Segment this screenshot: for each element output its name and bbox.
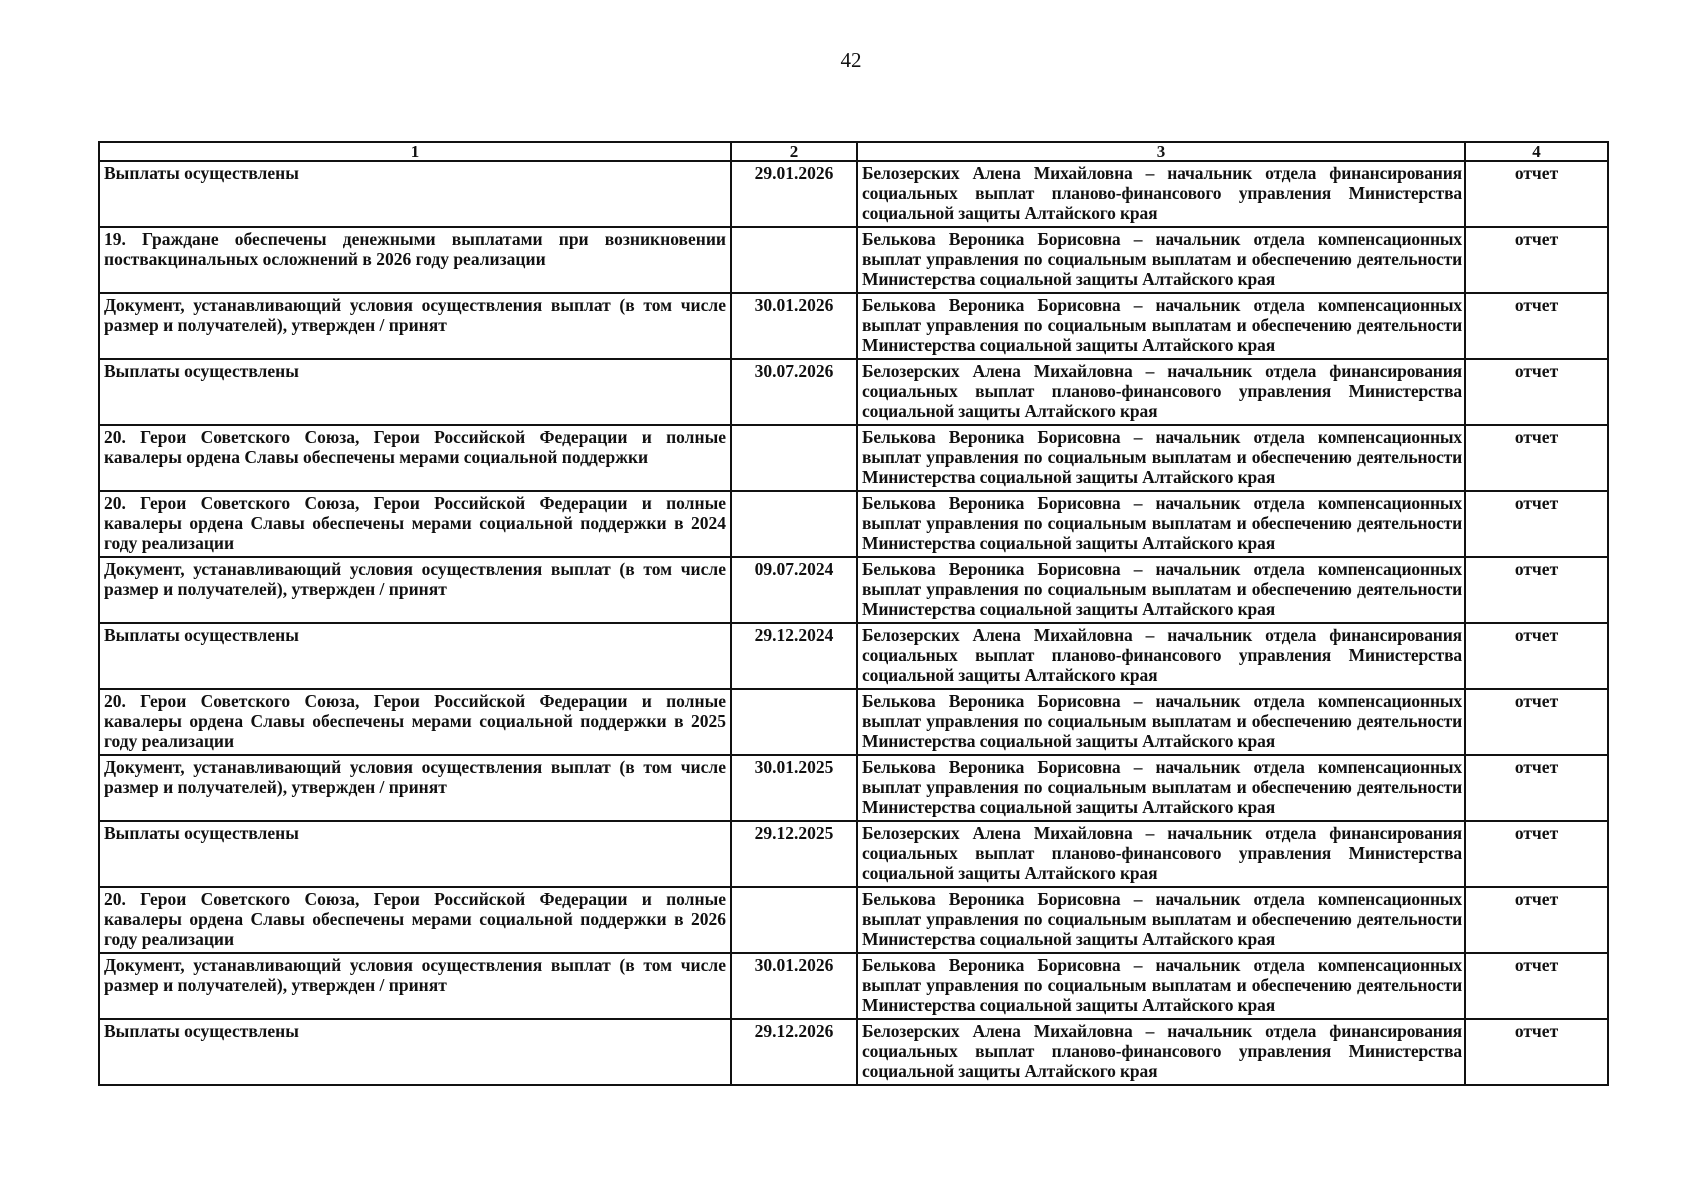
responsible-cell: Белькова Вероника Борисовна – начальник отдела компенсационных выплат управления по социальным выплатам и обеспечению деятельности Министерства социальной защиты Алтайского края: [857, 689, 1465, 755]
event-cell: Выплаты осуществлены: [99, 821, 731, 887]
date-cell: 29.01.2026: [731, 161, 857, 227]
table-row: [99, 491, 1608, 557]
date-cell: 09.07.2024: [731, 557, 857, 623]
date-cell: 30.01.2026: [731, 953, 857, 1019]
event-cell: Выплаты осуществлены: [99, 161, 731, 227]
event-cell: 20. Герои Советского Союза, Герои Российской Федерации и полные кавалеры ордена Славы обеспечены мерами социальной поддержки в 2024 году реализации: [99, 491, 731, 557]
date-cell: 29.12.2026: [731, 1019, 857, 1085]
table-row: [99, 293, 1608, 359]
table-row: [99, 887, 1608, 953]
document-type-cell: отчет: [1465, 887, 1608, 953]
event-cell: Документ, устанавливающий условия осуществления выплат (в том числе размер и получателей), утвержден / принят: [99, 953, 731, 1019]
table-body: [99, 161, 1608, 1085]
column-header-responsible: 3: [857, 142, 1465, 161]
page-number: 42: [840, 48, 862, 72]
responsible-cell: Белозерских Алена Михайловна – начальник отдела финансирования социальных выплат планово-финансового управления Министерства социальной защиты Алтайского края: [857, 821, 1465, 887]
responsible-cell: Белькова Вероника Борисовна – начальник отдела компенсационных выплат управления по социальным выплатам и обеспечению деятельности Министерства социальной защиты Алтайского края: [857, 887, 1465, 953]
responsible-cell: Белькова Вероника Борисовна – начальник отдела компенсационных выплат управления по социальным выплатам и обеспечению деятельности Министерства социальной защиты Алтайского края: [857, 557, 1465, 623]
responsible-cell: Белькова Вероника Борисовна – начальник отдела компенсационных выплат управления по социальным выплатам и обеспечению деятельности Министерства социальной защиты Алтайского края: [857, 425, 1465, 491]
event-cell: Выплаты осуществлены: [99, 1019, 731, 1085]
document-type-cell: отчет: [1465, 359, 1608, 425]
responsible-cell: Белозерских Алена Михайловна – начальник отдела финансирования социальных выплат планово-финансового управления Министерства социальной защиты Алтайского края: [857, 359, 1465, 425]
date-cell: 30.07.2026: [731, 359, 857, 425]
table-row: [99, 689, 1608, 755]
document-type-cell: отчет: [1465, 425, 1608, 491]
document-type-cell: отчет: [1465, 623, 1608, 689]
event-cell: 19. Граждане обеспечены денежными выплатами при возникновении поствакцинальных осложнений в 2026 году реализации: [99, 227, 731, 293]
event-cell: Документ, устанавливающий условия осуществления выплат (в том числе размер и получателей), утвержден / принят: [99, 557, 731, 623]
document-type-cell: отчет: [1465, 557, 1608, 623]
table-row: [99, 161, 1608, 227]
responsible-cell: Белькова Вероника Борисовна – начальник отдела компенсационных выплат управления по социальным выплатам и обеспечению деятельности Министерства социальной защиты Алтайского края: [857, 491, 1465, 557]
event-cell: Документ, устанавливающий условия осуществления выплат (в том числе размер и получателей), утвержден / принят: [99, 293, 731, 359]
event-cell: 20. Герои Советского Союза, Герои Российской Федерации и полные кавалеры ордена Славы обеспечены мерами социальной поддержки в 2025 году реализации: [99, 689, 731, 755]
date-cell: [731, 425, 857, 491]
responsible-cell: Белькова Вероника Борисовна – начальник отдела компенсационных выплат управления по социальным выплатам и обеспечению деятельности Министерства социальной защиты Алтайского края: [857, 227, 1465, 293]
date-cell: [731, 491, 857, 557]
document-type-cell: отчет: [1465, 491, 1608, 557]
table-row: [99, 821, 1608, 887]
document-type-cell: отчет: [1465, 227, 1608, 293]
table-row: [99, 425, 1608, 491]
column-header-event: 1: [99, 142, 731, 161]
event-cell: Документ, устанавливающий условия осуществления выплат (в том числе размер и получателей), утвержден / принят: [99, 755, 731, 821]
responsible-cell: Белозерских Алена Михайловна – начальник отдела финансирования социальных выплат планово-финансового управления Министерства социальной защиты Алтайского края: [857, 1019, 1465, 1085]
document-type-cell: отчет: [1465, 161, 1608, 227]
document-type-cell: отчет: [1465, 953, 1608, 1019]
column-header-date: 2: [731, 142, 857, 161]
date-cell: 30.01.2026: [731, 293, 857, 359]
event-cell: Выплаты осуществлены: [99, 623, 731, 689]
table-row: [99, 359, 1608, 425]
document-type-cell: отчет: [1465, 689, 1608, 755]
responsible-cell: Белькова Вероника Борисовна – начальник отдела компенсационных выплат управления по социальным выплатам и обеспечению деятельности Министерства социальной защиты Алтайского края: [857, 953, 1465, 1019]
responsible-cell: Белозерских Алена Михайловна – начальник отдела финансирования социальных выплат планово-финансового управления Министерства социальной защиты Алтайского края: [857, 161, 1465, 227]
date-cell: 30.01.2025: [731, 755, 857, 821]
responsible-cell: Белозерских Алена Михайловна – начальник отдела финансирования социальных выплат планово-финансового управления Министерства социальной защиты Алтайского края: [857, 623, 1465, 689]
event-cell: Выплаты осуществлены: [99, 359, 731, 425]
table-row: [99, 623, 1608, 689]
plan-table: [98, 141, 1609, 1086]
date-cell: [731, 227, 857, 293]
table-row: [99, 557, 1608, 623]
document-type-cell: отчет: [1465, 821, 1608, 887]
document-type-cell: отчет: [1465, 755, 1608, 821]
date-cell: [731, 689, 857, 755]
table-row: [99, 755, 1608, 821]
table-row: [99, 227, 1608, 293]
table-row: [99, 1019, 1608, 1085]
document-type-cell: отчет: [1465, 293, 1608, 359]
event-cell: 20. Герои Советского Союза, Герои Российской Федерации и полные кавалеры ордена Славы обеспечены мерами социальной поддержки: [99, 425, 731, 491]
date-cell: 29.12.2025: [731, 821, 857, 887]
date-cell: [731, 887, 857, 953]
date-cell: 29.12.2024: [731, 623, 857, 689]
event-cell: 20. Герои Советского Союза, Герои Российской Федерации и полные кавалеры ордена Славы обеспечены мерами социальной поддержки в 2026 году реализации: [99, 887, 731, 953]
responsible-cell: Белькова Вероника Борисовна – начальник отдела компенсационных выплат управления по социальным выплатам и обеспечению деятельности Министерства социальной защиты Алтайского края: [857, 755, 1465, 821]
responsible-cell: Белькова Вероника Борисовна – начальник отдела компенсационных выплат управления по социальным выплатам и обеспечению деятельности Министерства социальной защиты Алтайского края: [857, 293, 1465, 359]
table-row: [99, 953, 1608, 1019]
column-header-document: 4: [1465, 142, 1608, 161]
column-number-row: [99, 142, 1608, 161]
document-type-cell: отчет: [1465, 1019, 1608, 1085]
